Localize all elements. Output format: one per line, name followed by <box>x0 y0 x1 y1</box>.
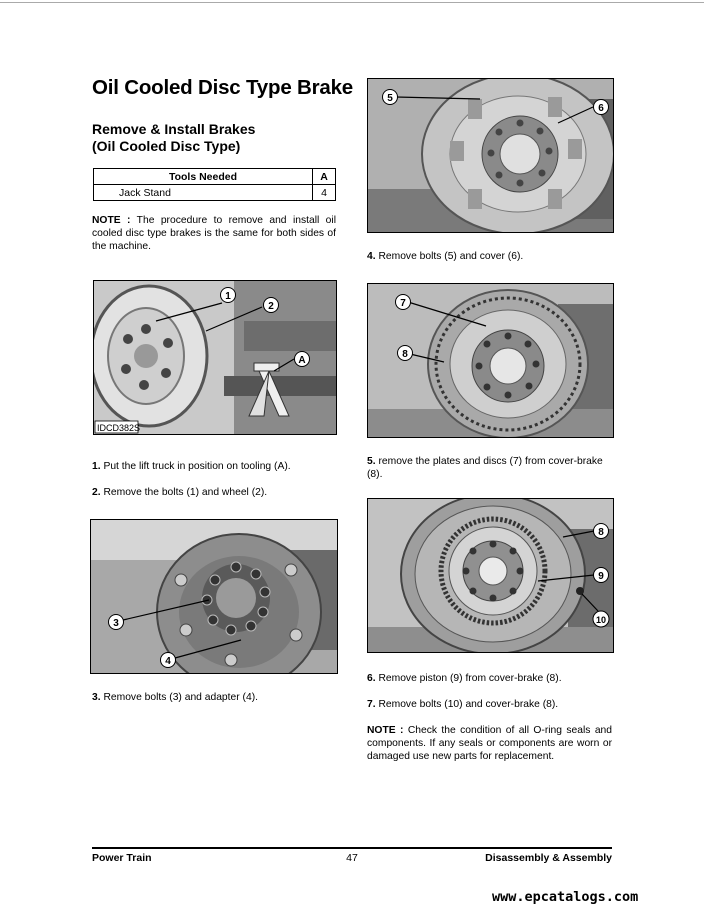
step-text: Remove piston (9) from cover-brake (8). <box>375 673 562 684</box>
step-number: 1. <box>92 461 101 472</box>
note-text: The procedure to remove and install oil cooled disc type brakes is the same for both sides of the machine. <box>92 215 336 252</box>
note-label: NOTE : <box>367 725 404 736</box>
callout-7: 7 <box>400 298 406 309</box>
callout-10: 10 <box>595 615 607 625</box>
step-text: Put the lift truck in position on tooling (A). <box>100 461 291 472</box>
footer-chapter: Disassembly & Assembly <box>485 852 612 864</box>
photo-cover-bolts <box>367 78 614 233</box>
tools-table <box>93 168 336 201</box>
watermark-link[interactable]: www.epcatalogs.com <box>492 889 639 905</box>
tool-qty: 4 <box>313 185 336 201</box>
callout-3: 3 <box>113 618 119 629</box>
step-number: 7. <box>367 699 376 710</box>
step-number: 5. <box>367 456 376 467</box>
page-title: Oil Cooled Disc Type Brake <box>92 76 353 99</box>
step-text: Remove bolts (5) and cover (6). <box>375 251 524 262</box>
note-1 <box>92 214 336 253</box>
step-7 <box>367 698 612 711</box>
top-rule <box>0 2 704 3</box>
callout-6: 6 <box>598 103 604 114</box>
callout-a: A <box>298 355 306 366</box>
step-text: Remove bolts (3) and adapter (4). <box>100 692 258 703</box>
step-text: Remove the bolts (1) and wheel (2). <box>100 487 268 498</box>
step-text: remove the plates and discs (7) from cover-brake (8). <box>367 456 603 480</box>
note-label: NOTE : <box>92 215 131 226</box>
step-number: 2. <box>92 487 101 498</box>
callout-1: 1 <box>225 291 231 302</box>
step-text: Remove bolts (10) and cover-brake (8). <box>375 699 559 710</box>
step-6 <box>367 672 612 685</box>
page-number: 47 <box>346 852 358 864</box>
photo-adapter-bolts <box>90 519 338 674</box>
callout-8: 8 <box>598 527 604 538</box>
note-text: Check the condition of all O-ring seals and components. If any seals or components are worn or damaged use new parts for replacement. <box>367 725 612 762</box>
photo-piston-cover-brake <box>367 498 614 653</box>
tools-header-name: Tools Needed <box>94 169 313 185</box>
section-heading <box>92 121 255 155</box>
step-5 <box>367 455 612 481</box>
step-2 <box>92 486 336 499</box>
tools-table-header <box>94 169 336 185</box>
note-2 <box>367 724 612 763</box>
tools-header-code: A <box>313 169 336 185</box>
step-number: 6. <box>367 673 376 684</box>
section-heading-line2: (Oil Cooled Disc Type) <box>92 138 241 154</box>
callout-2: 2 <box>268 301 274 312</box>
photo-plates-discs <box>367 283 614 438</box>
tool-name: Jack Stand <box>94 185 313 201</box>
callout-9: 9 <box>598 571 604 582</box>
step-number: 4. <box>367 251 376 262</box>
figure-code: IDCD382S <box>97 423 141 433</box>
photo-wheel-jack-stand <box>93 280 337 435</box>
step-3 <box>92 691 336 704</box>
footer-section: Power Train <box>92 852 152 864</box>
callout-5: 5 <box>387 93 393 104</box>
footer-rule <box>92 847 612 849</box>
table-row <box>94 185 336 201</box>
step-1 <box>92 460 336 473</box>
callout-8: 8 <box>402 349 408 360</box>
step-4 <box>367 250 612 263</box>
step-number: 3. <box>92 692 101 703</box>
callout-4: 4 <box>165 656 171 667</box>
section-heading-line1: Remove & Install Brakes <box>92 121 256 137</box>
